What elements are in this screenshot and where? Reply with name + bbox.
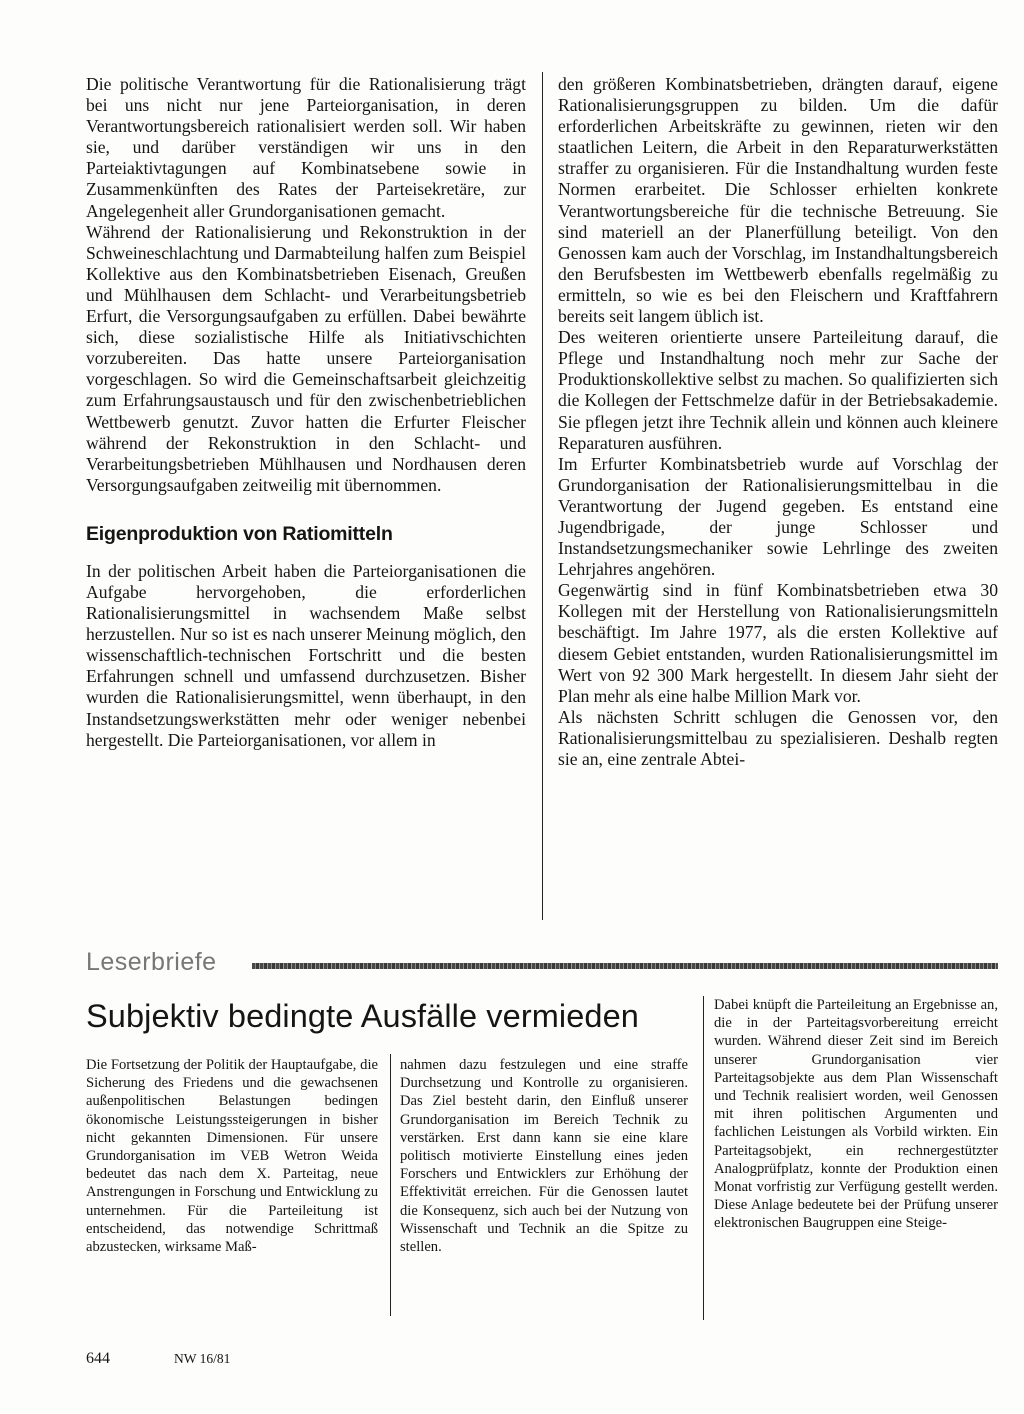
paragraph: Die Fortsetzung der Politik der Hauptaufgabe, die Sicherung des Friedens und die gewachsenen außenpolitischen Belastungen bedingen ökonomische Leistungssteigerungen in bisher nicht gekannten Dimensionen. Für unsere Grundorganisation im VEB Wetron Weida bedeutet das nach dem X. Parteitag, neue Anstrengungen in Forschung und Entwicklung zu unternehmen. Für die Parteileitung ist entscheidend, das notwendige Schrittmaß abzustecken, wirksame Maß- xyxy=(86,1057,378,1256)
section-label: Leserbriefe xyxy=(86,948,217,976)
paragraph: Die politische Verantwortung für die Rationalisierung trägt bei uns nicht nur jene Parteiorganisation, in deren Verantwortungsbereich rationalisiert werden soll. Wir haben sie, und darüber verständigen wir uns in den Parteiaktivtagungen auf Kombinatsebene sowie in Zusammenkünften des Rates der Parteisekretäre, zur Angelegenheit aller Grundorganisationen gemacht. xyxy=(86,74,526,221)
letter-column-3 xyxy=(714,996,998,1233)
paragraph: Während der Rationalisierung und Rekonstruktion in der Schweineschlachtung und Darmabteilung halfen zum Beispiel Kollektive aus den Kombinatsbetrieben Eisenach, Greußen und Mühlhausen dem Schlacht- und Verarbeitungsbetrieb Erfurt, die Versorgungsaufgaben zu erfüllen. Dabei bewährte sich, diese sozialistische Hilfe als Initiativschichten vorzubereiten. Das hatte unsere Parteiorganisation vorgeschlagen. So wird die Gemeinschaftsarbeit gleichzeitig zum Erfahrungsaustausch und für den zwischenbetrieblichen Wettbewerb genutzt. Zuvor hatten die Erfurter Fleischer während der Rekonstruktion in den Schlacht- und Verarbeitungsbetrieben Mühlhausen und Nordhausen deren Versorgungsaufgaben zeitweilig mit übernommen. xyxy=(86,221,526,495)
letter-column-1 xyxy=(86,1056,378,1256)
issue-label: NW 16/81 xyxy=(174,1351,231,1366)
paragraph: Im Erfurter Kombinatsbetrieb wurde auf Vorschlag der Grundorganisation der Rationalisierungsmittelbau in die Verantwortung der Jugend gegeben. Es entstand eine Jugendbrigade, der junge Schlosser und Instandsetzungsmechaniker sowie Lehrlinge des zweiten Lehrjahres angehören. xyxy=(558,453,998,580)
column-divider-bottom-2 xyxy=(703,996,704,1320)
page-footer xyxy=(86,1349,230,1369)
paragraph: nahmen dazu festzulegen und eine straffe Durchsetzung und Kontrolle zu organisieren. Das Ziel besteht darin, den Einfluß unserer Grundorganisation im Bereich Technik zu verstärken. Erst dann kann sie eine klare politisch motivierte Einstellung eines jeden Forschers und Entwicklers zur Erhöhung der Effektivität erreichen. Für die Genossen lautet die Konsequenz, sich auch bei der Nutzung von Wissenschaft und Technik an die Spitze zu stellen. xyxy=(400,1057,688,1256)
headline: Subjektiv bedingte Ausfälle vermieden xyxy=(86,998,639,1034)
paragraph: Dabei knüpft die Parteileitung an Ergebnisse an, die in der Parteitagsvorbereitung erreicht wurden. Während dieser Zeit sind im Bereich unserer Grundorganisation vier Parteitagsobjekte aus dem Plan Wissenschaft und Technik realisiert worden, weil Genossen mit ihren politischen Argumenten und fachlichen Leistungen als Vorbild wirkten. Ein Parteitagsobjekt, ein rechnergestützter Analogprüfplatz, konnte der Produktion einen Monat vorfristig zur Verfügung gestellt werden. Diese Anlage bedeutete bei der Prüfung unserer elektronischen Baugruppen eine Steige- xyxy=(714,997,998,1232)
paragraph: In der politischen Arbeit haben die Parteiorganisationen die Aufgabe hervorgehoben, die erforderlichen Rationalisierungsmittel in wachsendem Maße selbst herzustellen. Nur so ist es nach unserer Meinung möglich, den wissenschaftlich-technischen Fortschritt und die besten Erfahrungen schnell und umfassend durchzusetzen. Bisher wurden die Rationalisierungsmittel, wenn überhaupt, in den Instandsetzungswerkstätten mehr oder weniger nebenbei hergestellt. Die Parteiorganisationen, vor allem in xyxy=(86,560,526,750)
article-top-left-column xyxy=(86,74,526,751)
paragraph: den größeren Kombinatsbetrieben, drängten darauf, eigene Rationalisierungsgruppen zu bilden. Um die dafür erforderlichen Arbeitskräfte zu gewinnen, rieten wir den staatlichen Leitern, die Arbeit in den Reparaturwerkstätten straffer zu organisieren. Für die Instandhaltung wurden feste Normen erarbeitet. Die Schlosser erhielten konkrete Verantwortungsbereiche für die technische Betreuung. Sie sind materiell an der Planerfüllung beteiligt. Von den Genossen kam auch der Vorschlag, im Instandhaltungsbereich den Berufsbesten im Wettbewerb ebenfalls regelmäßig zu ermitteln, so wie es bei den Fleischern und Kraftfahrern bereits seit langem üblich ist. xyxy=(558,74,998,327)
column-divider-top xyxy=(542,72,543,920)
article-top-right-column xyxy=(558,74,998,770)
letter-column-2 xyxy=(400,1056,688,1256)
page-number: 644 xyxy=(86,1350,110,1367)
column-divider-bottom-1 xyxy=(390,1054,391,1316)
paragraph: Des weiteren orientierte unsere Parteileitung darauf, die Pflege und Instandhaltung noch mehr zur Sache der Produktionskollektive selbst zu machen. So qualifizierten sich die Kollegen der Fettschmelze dafür in der Betriebsakademie. Sie pflegen jetzt ihre Technik allein und können auch kleinere Reparaturen ausführen. xyxy=(558,327,998,453)
paragraph: Als nächsten Schritt schlugen die Genossen vor, den Rationalisierungsmittelbau zu spezialisieren. Deshalb regten sie an, eine zentrale Abtei- xyxy=(558,706,998,769)
section-rule xyxy=(252,963,998,969)
subheading: Eigenproduktion von Ratiomitteln xyxy=(86,522,393,545)
paragraph: Gegenwärtig sind in fünf Kombinatsbetrieben etwa 30 Kollegen mit der Herstellung von Rationalisierungsmitteln beschäftigt. Im Jahre 1977, als die ersten Kollektive auf diesem Gebiet entstanden, wurden Rationalisierungsmittel im Wert von 92 300 Mark hergestellt. In diesem Jahr sieht der Plan mehr als eine halbe Million Mark vor. xyxy=(558,580,998,706)
